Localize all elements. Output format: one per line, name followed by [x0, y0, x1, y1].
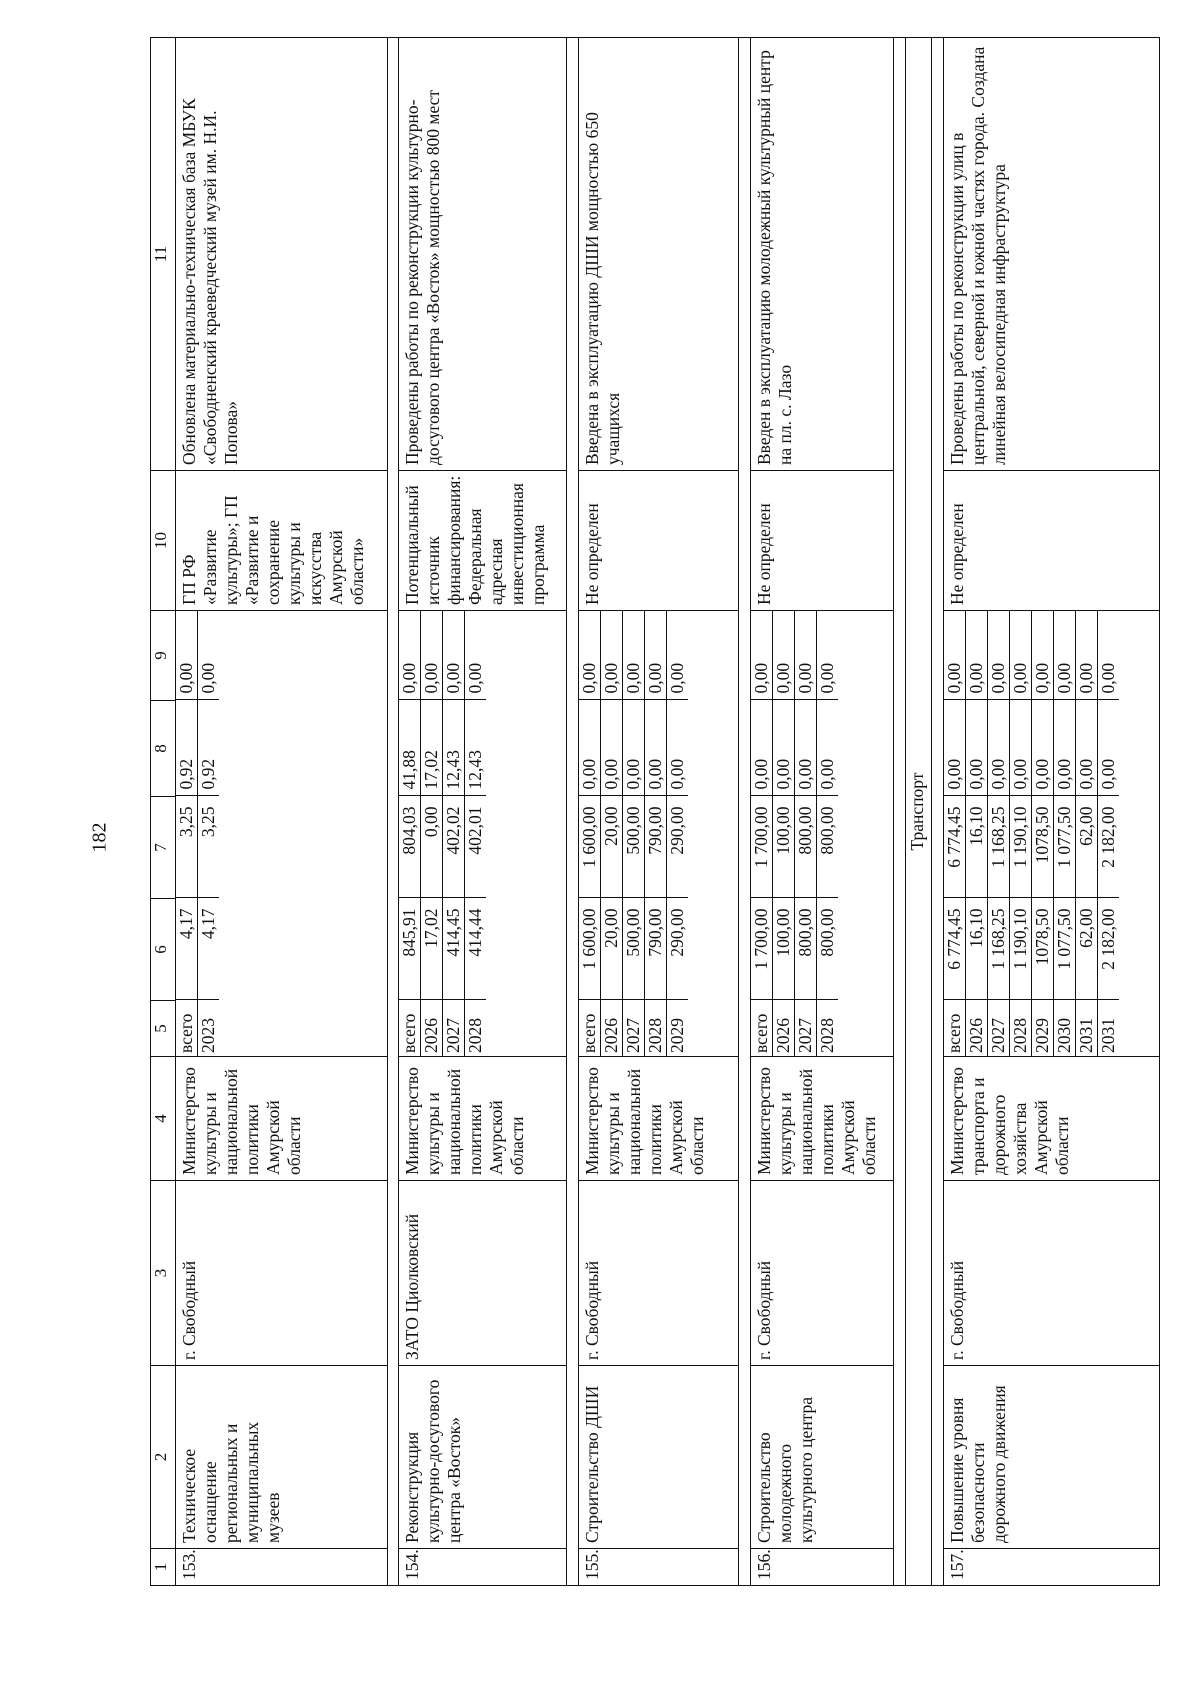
- funding-year-row: [751, 610, 773, 1056]
- funding-federal: 402,02: [443, 796, 465, 898]
- funding-total: 20,00: [600, 898, 622, 1000]
- col-header-2: 2: [151, 1366, 176, 1549]
- funding-federal: 1 700,00: [751, 796, 773, 898]
- funding-year-row: [443, 610, 465, 1056]
- table-body: [151, 38, 1160, 1586]
- funding-year-row: [579, 610, 601, 1056]
- funding-regional: 17,02: [421, 700, 443, 796]
- funding-year: 2026: [772, 1000, 794, 1056]
- funding-breakdown: [578, 611, 738, 1057]
- location: ЗАТО Циолковский: [399, 1181, 566, 1366]
- funding-other: 0,00: [1075, 610, 1097, 700]
- funding-year-row: [1009, 610, 1031, 1056]
- funding-federal: 20,00: [600, 796, 622, 898]
- funding-year-row: [644, 610, 666, 1056]
- funding-total: 290,00: [666, 898, 688, 1000]
- funding-regional: 0,00: [944, 700, 966, 796]
- funding-year: 2026: [965, 1000, 987, 1056]
- funding-total: 1 700,00: [751, 898, 773, 1000]
- funding-year: 2028: [1009, 1000, 1031, 1056]
- funding-regional: 0,00: [772, 700, 794, 796]
- funding-year-row: [794, 610, 816, 1056]
- funding-year: 2028: [644, 1000, 666, 1056]
- funding-federal: 500,00: [622, 796, 644, 898]
- section-title: Транспорт: [906, 38, 932, 1586]
- responsible-body: Министерство культуры и национальной политики Амурской области: [578, 1057, 738, 1181]
- funding-total: 62,00: [1075, 898, 1097, 1000]
- funding-federal: 790,00: [644, 796, 666, 898]
- funding-source: Потенциальный источник финансирования: Федеральная адресная инвестиционная программа: [399, 471, 566, 611]
- funding-other: 0,00: [1031, 610, 1053, 700]
- funding-federal: 800,00: [816, 796, 838, 898]
- funding-regional: 0,00: [579, 700, 601, 796]
- row-separator: [894, 38, 906, 1586]
- table-row: [750, 38, 894, 1586]
- funding-other: 0,00: [772, 610, 794, 700]
- funding-other: 0,00: [751, 610, 773, 700]
- funding-other: 0,00: [1097, 662, 1118, 694]
- funding-year-row: [176, 610, 198, 1056]
- row-number: 153.: [175, 1549, 387, 1586]
- funding-year: всего: [751, 1000, 773, 1056]
- row-separator: [931, 38, 943, 1586]
- funding-federal: 3,25: [197, 796, 219, 898]
- column-number-header-row: [151, 38, 176, 1586]
- funding-source: Не определен: [578, 471, 738, 611]
- row-separator-cell: [738, 38, 750, 1586]
- col-header-10: 10: [151, 471, 176, 611]
- funding-regional: 0,00: [600, 700, 622, 796]
- funding-other: 0,00: [987, 610, 1009, 700]
- funding-regional: 0,00: [1031, 700, 1053, 796]
- funding-year: 2027: [987, 1000, 1009, 1056]
- expected-result: Проведены работы по реконструкции культурно-досугового центра «Восток» мощностью 800 мест: [399, 38, 566, 471]
- funding-other: 0,00: [197, 662, 218, 694]
- funding-years-table: [399, 610, 486, 1056]
- funding-year-row: [987, 610, 1009, 1056]
- funding-year-row: [965, 610, 987, 1056]
- project-name: Строительство молодежного культурного центра: [750, 1366, 894, 1549]
- expected-result: Проведены работы по реконструкции улиц в центральной, северной и южной частях города. Создана линейная велосипедная инфраструктура: [943, 38, 1159, 471]
- funding-total: 1 168,25: [987, 898, 1009, 1000]
- funding-federal: 6 774,45: [944, 796, 966, 898]
- funding-year-row: [1097, 610, 1119, 1056]
- funding-regional: 0,00: [751, 700, 773, 796]
- funding-year: всего: [176, 1000, 198, 1056]
- funding-federal: 16,10: [965, 796, 987, 898]
- funding-year: 2026: [421, 1000, 443, 1056]
- funding-year: 2026: [600, 1000, 622, 1056]
- funding-total: 16,10: [965, 898, 987, 1000]
- row-separator: [387, 38, 399, 1586]
- location: г. Свободный: [750, 1181, 894, 1366]
- funding-year-row: [1053, 610, 1075, 1056]
- funding-federal: 402,01: [465, 796, 487, 898]
- funding-other: 0,00: [965, 610, 987, 700]
- funding-total: 790,00: [644, 898, 666, 1000]
- funding-total: 1 600,00: [579, 898, 601, 1000]
- funding-other: 0,00: [1009, 610, 1031, 700]
- funding-years-table: [176, 610, 219, 1056]
- funding-total: 500,00: [622, 898, 644, 1000]
- col-header-3: 3: [151, 1181, 176, 1366]
- funding-year-row: [421, 610, 443, 1056]
- row-number: 154.: [399, 1549, 566, 1586]
- funding-regional: 0,92: [176, 700, 198, 796]
- funding-total: 1 077,50: [1053, 898, 1075, 1000]
- funding-year: всего: [399, 1000, 421, 1056]
- funding-regional: 12,43: [443, 700, 465, 796]
- col-header-1: 1: [151, 1549, 176, 1586]
- funding-federal: 0,00: [421, 796, 443, 898]
- funding-total: 17,02: [421, 898, 443, 1000]
- funding-total: 414,44: [465, 898, 487, 1000]
- funding-total: 2 182,00: [1097, 898, 1119, 1000]
- table-row: [175, 38, 387, 1586]
- project-name: Техническое оснащение региональных и муниципальных музеев: [175, 1366, 387, 1549]
- funding-year-row: [772, 610, 794, 1056]
- funding-total: 800,00: [816, 898, 838, 1000]
- funding-year-row: [465, 610, 487, 1056]
- funding-other: 0,00: [644, 610, 666, 700]
- rotated-table-container: [150, 38, 1160, 1586]
- row-number: 156.: [750, 1549, 894, 1586]
- funding-years-table: [579, 610, 688, 1056]
- funding-year: 2027: [622, 1000, 644, 1056]
- col-header-9: 9: [151, 611, 176, 701]
- funding-regional: 0,00: [1009, 700, 1031, 796]
- funding-regional: 0,00: [666, 700, 688, 796]
- expected-result: Введен в эксплуатацию молодежный культурный центр на пл. с. Лазо: [750, 38, 894, 471]
- row-number: 157.: [943, 1549, 1159, 1586]
- funding-regional: 0,00: [622, 700, 644, 796]
- funding-other: 0,00: [794, 610, 816, 700]
- funding-breakdown: [750, 611, 894, 1057]
- funding-years-table: [751, 610, 838, 1056]
- col-header-4: 4: [151, 1057, 176, 1181]
- funding-federal: 100,00: [772, 796, 794, 898]
- funding-other: 0,00: [465, 662, 486, 694]
- funding-year-row: [666, 610, 688, 1056]
- funding-year: всего: [944, 1000, 966, 1056]
- funding-other: 0,00: [421, 610, 443, 700]
- funding-federal: 1 600,00: [579, 796, 601, 898]
- project-name: Повышение уровня безопасности дорожного движения: [943, 1366, 1159, 1549]
- funding-other: 0,00: [443, 610, 465, 700]
- col-header-7: 7: [151, 797, 176, 899]
- funding-year-row: [944, 610, 966, 1056]
- funding-federal: 290,00: [666, 796, 688, 898]
- funding-year: всего: [579, 1000, 601, 1056]
- funding-other: 0,00: [579, 610, 601, 700]
- col-header-8: 8: [151, 701, 176, 797]
- row-number: 155.: [578, 1549, 738, 1586]
- funding-year: 2030: [1053, 1000, 1075, 1056]
- funding-total: 1 190,10: [1009, 898, 1031, 1000]
- funding-breakdown: [943, 611, 1159, 1057]
- project-name: Реконструкция культурно-досугового центра «Восток»: [399, 1366, 566, 1549]
- funding-federal: 62,00: [1075, 796, 1097, 898]
- investment-projects-table: [150, 37, 1160, 1586]
- section-header-row: [906, 38, 932, 1586]
- funding-breakdown: [399, 611, 566, 1057]
- funding-year: 2028: [465, 1000, 487, 1056]
- funding-total: 4,17: [176, 898, 198, 1000]
- funding-year: 2027: [443, 1000, 465, 1056]
- funding-regional: 0,00: [1075, 700, 1097, 796]
- project-name: Строительство ДШИ: [578, 1366, 738, 1549]
- funding-other: 0,00: [1053, 610, 1075, 700]
- funding-regional: 0,00: [965, 700, 987, 796]
- table-row: [399, 38, 566, 1586]
- funding-federal: 804,03: [399, 796, 421, 898]
- funding-other: 0,00: [816, 662, 837, 694]
- funding-year-row: [197, 610, 219, 1056]
- funding-year: 2031: [1097, 1000, 1119, 1056]
- funding-year: 2031: [1075, 1000, 1097, 1056]
- row-separator-cell: [894, 38, 906, 1586]
- expected-result: Обновлена материально-техническая база МБУК «Свободненский краеведческий музей им. Н.И. Попова»: [175, 38, 387, 471]
- funding-federal: 1 168,25: [987, 796, 1009, 898]
- funding-total: 1078,50: [1031, 898, 1053, 1000]
- row-separator: [566, 38, 578, 1586]
- responsible-body: Министерство культуры и национальной политики Амурской области: [175, 1057, 387, 1181]
- funding-total: 845,91: [399, 898, 421, 1000]
- funding-other: 0,00: [944, 610, 966, 700]
- funding-source: ГП РФ «Развитие культуры»; ГП «Развитие и сохранение культуры и искусства Амурской области»: [175, 471, 387, 611]
- funding-total: 100,00: [772, 898, 794, 1000]
- row-separator: [738, 38, 750, 1586]
- col-header-11: 11: [151, 38, 176, 471]
- funding-year-row: [622, 610, 644, 1056]
- funding-total: 414,45: [443, 898, 465, 1000]
- row-separator-cell: [387, 38, 399, 1586]
- funding-year: 2029: [1031, 1000, 1053, 1056]
- funding-regional: 0,00: [644, 700, 666, 796]
- funding-regional: 41,88: [399, 700, 421, 796]
- funding-regional: 0,00: [1053, 700, 1075, 796]
- funding-federal: 3,25: [176, 796, 198, 898]
- funding-federal: 1078,50: [1031, 796, 1053, 898]
- funding-other: 0,00: [600, 610, 622, 700]
- location: г. Свободный: [175, 1181, 387, 1366]
- funding-breakdown: [175, 611, 387, 1057]
- funding-other: 0,00: [622, 610, 644, 700]
- row-separator-cell: [566, 38, 578, 1586]
- responsible-body: Министерство культуры и национальной политики Амурской области: [399, 1057, 566, 1181]
- funding-regional: 0,00: [987, 700, 1009, 796]
- funding-federal: 1 190,10: [1009, 796, 1031, 898]
- funding-regional: 0,00: [794, 700, 816, 796]
- table-row: [943, 38, 1159, 1586]
- funding-year-row: [816, 610, 838, 1056]
- funding-regional: 0,00: [1097, 700, 1119, 796]
- funding-regional: 12,43: [465, 700, 487, 796]
- page-number: 182: [88, 822, 111, 853]
- funding-year-row: [1075, 610, 1097, 1056]
- expected-result: Введена в эксплуатацию ДШИ мощностью 650 учащихся: [578, 38, 738, 471]
- funding-years-table: [944, 610, 1119, 1056]
- funding-year: 2028: [816, 1000, 838, 1056]
- funding-other: 0,00: [176, 610, 198, 700]
- table-row: [578, 38, 738, 1586]
- funding-other: 0,00: [399, 610, 421, 700]
- funding-year: 2029: [666, 1000, 688, 1056]
- funding-total: 800,00: [794, 898, 816, 1000]
- funding-source: Не определен: [750, 471, 894, 611]
- funding-federal: 800,00: [794, 796, 816, 898]
- funding-source: Не определен: [943, 471, 1159, 611]
- responsible-body: Министерство транспорта и дорожного хозяйства Амурской области: [943, 1057, 1159, 1181]
- funding-other: 0,00: [666, 662, 687, 694]
- funding-regional: 0,92: [197, 700, 219, 796]
- funding-federal: 2 182,00: [1097, 796, 1119, 898]
- funding-total: 6 774,45: [944, 898, 966, 1000]
- funding-total: 4,17: [197, 898, 219, 1000]
- location: г. Свободный: [943, 1181, 1159, 1366]
- funding-regional: 0,00: [816, 700, 838, 796]
- funding-year: 2023: [197, 1000, 219, 1056]
- col-header-6: 6: [151, 899, 176, 1001]
- funding-year: 2027: [794, 1000, 816, 1056]
- funding-federal: 1 077,50: [1053, 796, 1075, 898]
- col-header-5: 5: [151, 1001, 176, 1057]
- responsible-body: Министерство культуры и национальной политики Амурской области: [750, 1057, 894, 1181]
- funding-year-row: [1031, 610, 1053, 1056]
- location: г. Свободный: [578, 1181, 738, 1366]
- funding-year-row: [600, 610, 622, 1056]
- funding-year-row: [399, 610, 421, 1056]
- row-separator-cell: [931, 38, 943, 1586]
